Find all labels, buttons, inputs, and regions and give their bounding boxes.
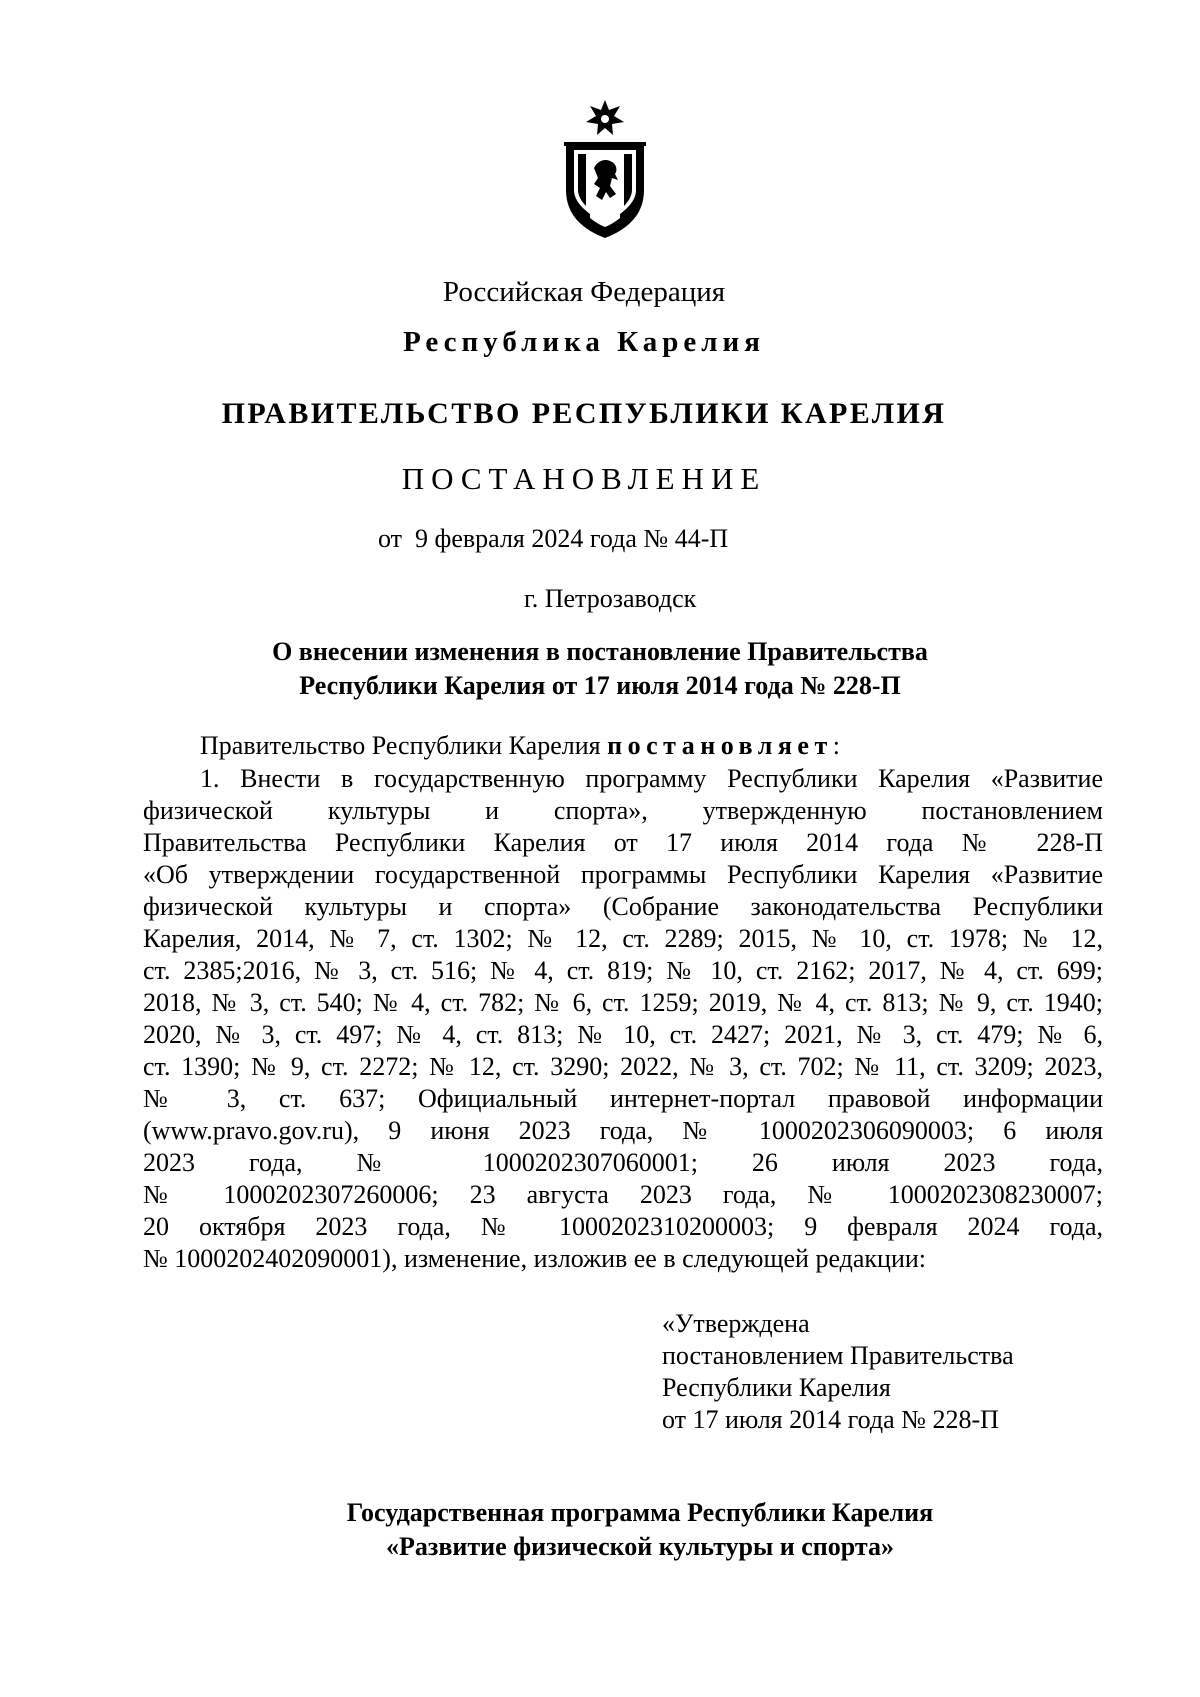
document-title-line-1: О внесении изменения в постановление Правительства (272, 637, 928, 666)
intro-colon: : (832, 731, 840, 760)
country-name: Российская Федерация (442, 276, 726, 308)
document-type: ПОСТАНОВЛЕНИЕ (401, 461, 767, 496)
intro-spaced-verb: постановляет (607, 731, 833, 760)
approved-block-line: Республики Карелия (662, 1373, 891, 1402)
document-date-number: от 9 февраля 2024 года № 44-П (378, 524, 729, 553)
approved-block-line: постановлением Правительства (662, 1341, 1014, 1370)
body-line: № 1000202402090001), изменение, изложив ее в следующей редакции: (143, 1244, 927, 1273)
body-line: 2020, № 3, ст. 497; № 4, ст. 813; № 10, ст. 2427; 2021, № 3, ст. 479; № 6, (143, 1020, 1103, 1049)
government-name: ПРАВИТЕЛЬСТВО РЕСПУБЛИКИ КАРЕЛИЯ (221, 397, 947, 430)
republic-name: Республика Карелия (403, 326, 765, 358)
body-line: 1. Внести в государственную программу Республики Карелия «Развитие (200, 764, 1103, 793)
program-title-line-1: Государственная программа Республики Карелия (346, 1498, 934, 1527)
intro-paragraph (200, 731, 840, 761)
document-city: г. Петрозаводск (524, 584, 697, 613)
body-line: ст. 1390; № 9, ст. 2272; № 12, ст. 3290; 2022, № 3, ст. 702; № 11, ст. 3209; 2023, (143, 1052, 1103, 1081)
body-line: № 1000202307260006; 23 августа 2023 года, № 1000202308230007; (143, 1180, 1103, 1209)
approved-block-line: «Утверждена (662, 1309, 810, 1338)
body-line: 2018, № 3, ст. 540; № 4, ст. 782; № 6, ст. 1259; 2019, № 4, ст. 813; № 9, ст. 1940; (143, 988, 1103, 1017)
body-line: № 3, ст. 637; Официальный интернет-портал правовой информации (143, 1084, 1103, 1113)
karelia-coat-of-arms-icon (560, 98, 650, 240)
body-line: Правительства Республики Карелия от 17 июля 2014 года № 228-П (143, 828, 1103, 857)
body-line: физической культуры и спорта» (Собрание законодательства Республики (143, 892, 1103, 921)
program-title-line-2: «Развитие физической культуры и спорта» (386, 1532, 894, 1561)
approved-block-line: от 17 июля 2014 года № 228-П (662, 1405, 999, 1434)
body-line: «Об утверждении государственной программы Республики Карелия «Развитие (143, 860, 1103, 889)
intro-text: Правительство Республики Карелия (200, 731, 608, 760)
body-line: (www.pravo.gov.ru), 9 июня 2023 года, № 1000202306090003; 6 июля (143, 1116, 1103, 1145)
body-line: физической культуры и спорта», утвержденную постановлением (143, 796, 1103, 825)
body-line: Карелия, 2014, № 7, ст. 1302; № 12, ст. 2289; 2015, № 10, ст. 1978; № 12, (143, 924, 1103, 953)
body-line: 2023 года, № 1000202307060001; 26 июля 2023 года, (143, 1148, 1103, 1177)
document-title-line-2: Республики Карелия от 17 июля 2014 года № 228-П (299, 671, 901, 700)
body-line: 20 октября 2023 года, № 1000202310200003; 9 февраля 2024 года, (143, 1212, 1103, 1241)
body-line: ст. 2385;2016, № 3, ст. 516; № 4, ст. 819; № 10, ст. 2162; 2017, № 4, ст. 699; (143, 956, 1103, 985)
